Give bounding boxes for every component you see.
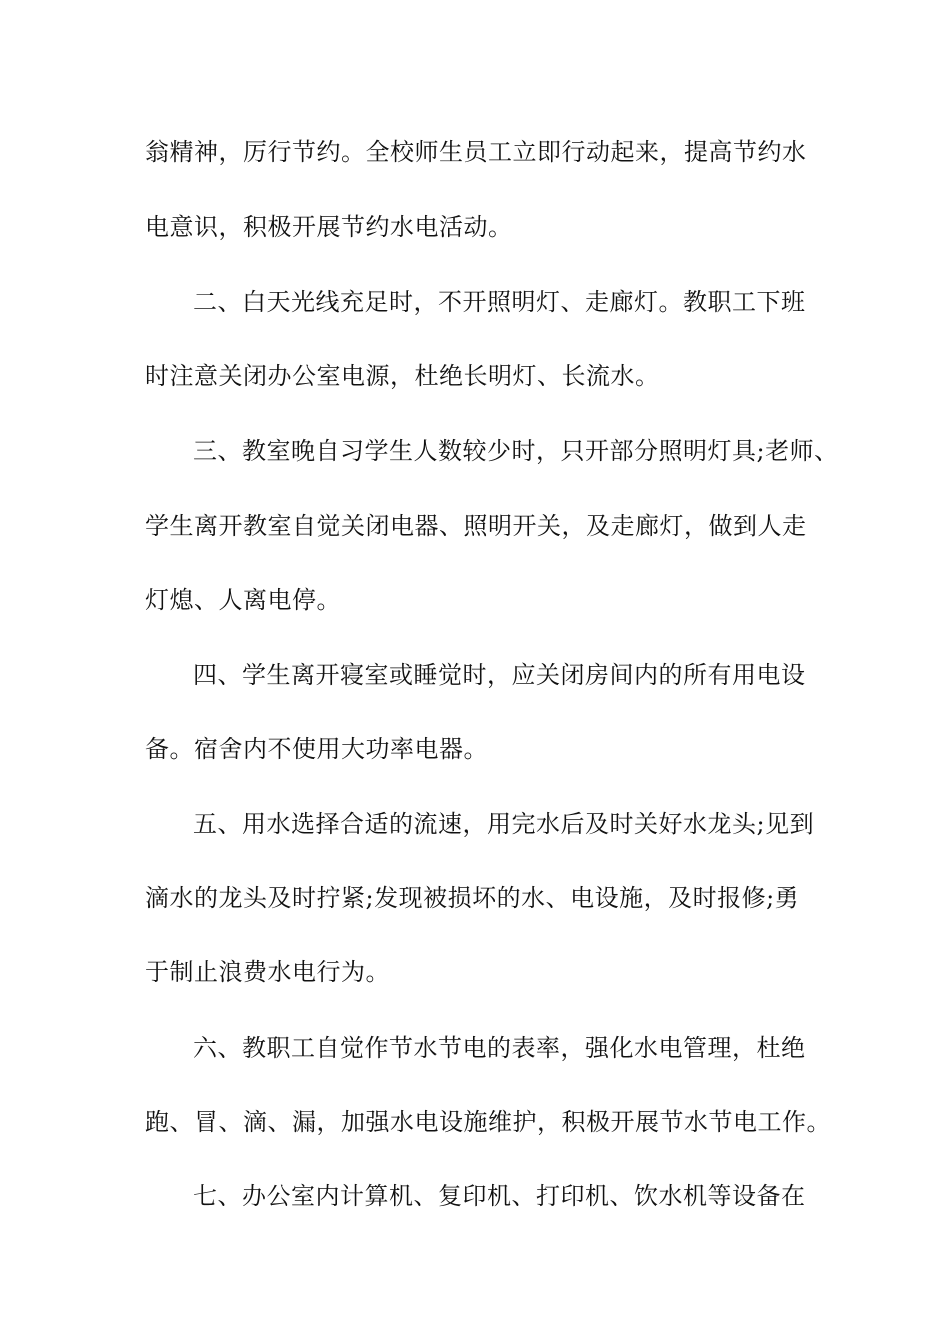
paragraph-line: 五、用水选择合适的流速，用完水后及时关好水龙头;见到 xyxy=(193,810,815,838)
paragraph-line: 滴水的龙头及时拧紧;发现被损坏的水、电设施，及时报修;勇 xyxy=(145,884,800,912)
paragraph-line: 六、教职工自觉作节水节电的表率，强化水电管理，杜绝 xyxy=(193,1034,806,1062)
paragraph-line: 四、学生离开寝室或睡觉时，应关闭房间内的所有用电设 xyxy=(193,661,806,689)
paragraph-line: 七、办公室内计算机、复印机、打印机、饮水机等设备在 xyxy=(193,1182,806,1210)
paragraph-line: 备。宿舍内不使用大功率电器。 xyxy=(145,735,488,763)
paragraph-line: 电意识，积极开展节约水电活动。 xyxy=(145,213,513,241)
paragraph-line: 翁精神，厉行节约。全校师生员工立即行动起来，提高节约水 xyxy=(145,138,807,166)
paragraph-line: 跑、冒、滴、漏，加强水电设施维护，积极开展节水节电工作。 xyxy=(145,1108,831,1136)
paragraph-line: 二、白天光线充足时，不开照明灯、走廊灯。教职工下班 xyxy=(193,288,806,316)
paragraph-line: 学生离开教室自觉关闭电器、照明开关，及走廊灯，做到人走 xyxy=(145,512,807,540)
paragraph-line: 三、教室晚自习学生人数较少时，只开部分照明灯具;老师、 xyxy=(193,437,839,465)
paragraph-line: 于制止浪费水电行为。 xyxy=(145,958,390,986)
paragraph-line: 时注意关闭办公室电源，杜绝长明灯、长流水。 xyxy=(145,362,660,390)
paragraph-line: 灯熄、人离电停。 xyxy=(145,586,341,614)
